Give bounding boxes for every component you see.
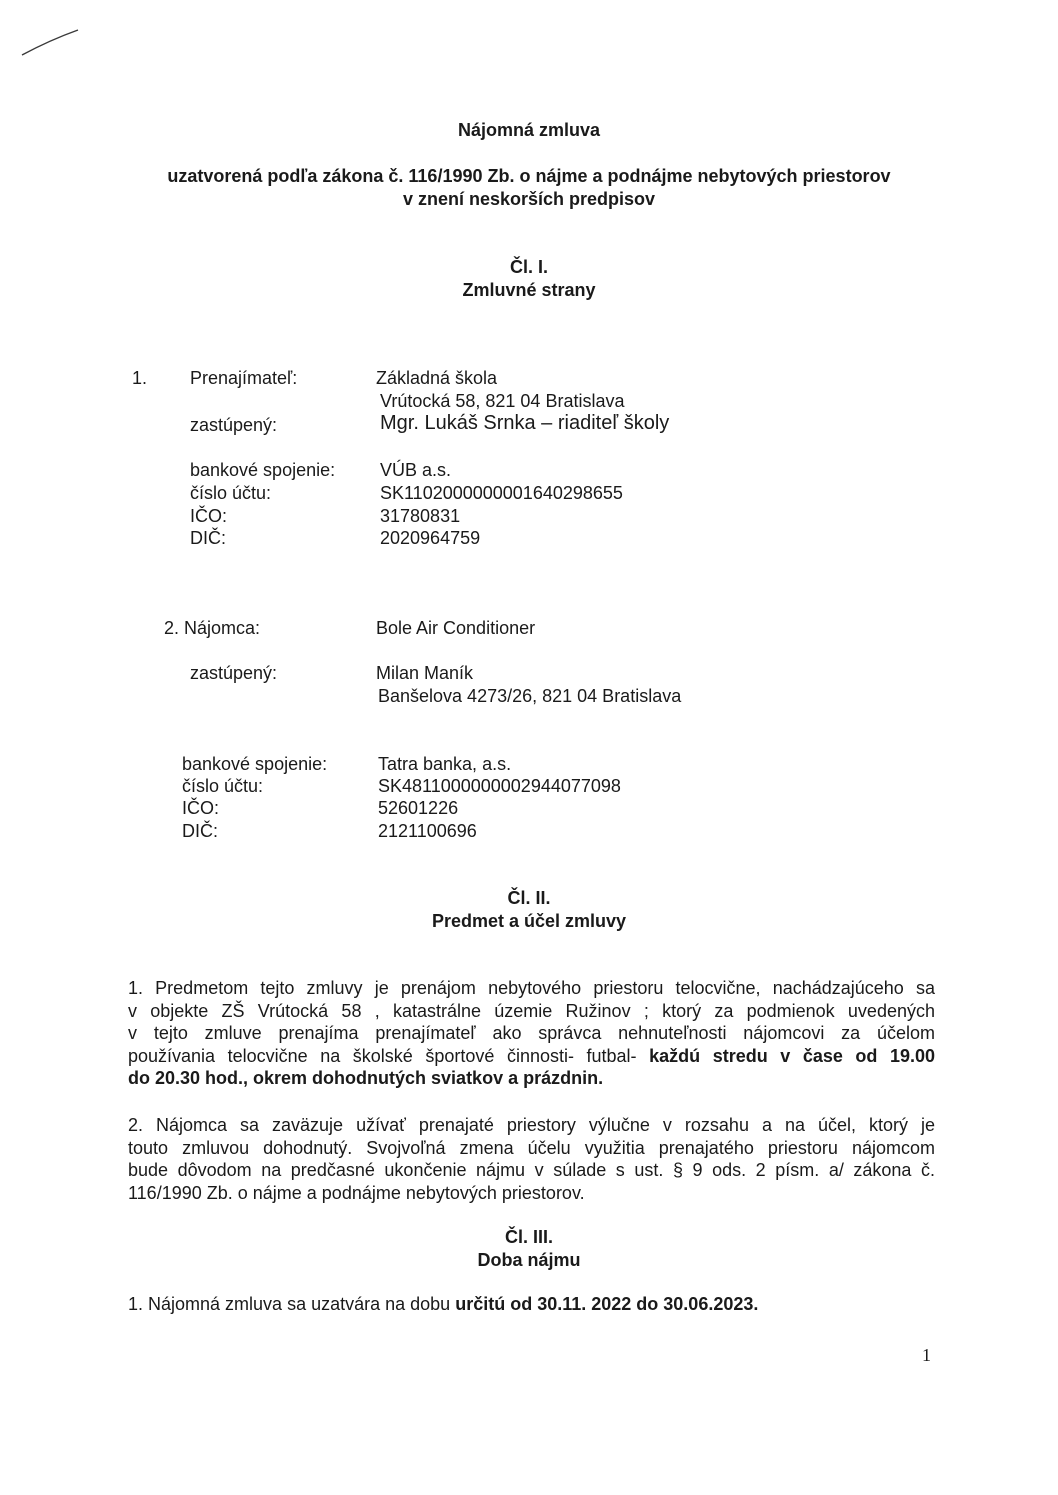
paragraph-bold: určitú od 30.11. 2022 do 30.06.2023.	[455, 1294, 759, 1314]
paragraph-line: 2. Nájomca sa zaväzuje užívať prenajaté priestory výlučne v rozsahu a na účel, ktorý je	[128, 1115, 935, 1135]
paragraph-line-bold: každú stredu v čase od 19.00	[649, 1045, 935, 1066]
article-2-paragraph-2	[128, 1114, 935, 1204]
party1-account-value: SK1102000000001640298655	[380, 483, 623, 503]
party2-bank-label: bankové spojenie:	[182, 754, 328, 774]
paragraph-line-bold: do 20.30 hod., okrem dohodnutých sviatkov a prázdnin.	[128, 1068, 604, 1088]
party2-bank-value: Tatra banka, a.s.	[378, 754, 512, 774]
document-subtitle-line1: uzatvorená podľa zákona č. 116/1990 Zb. o nájme a podnájme nebytových priestorov	[167, 166, 891, 186]
paragraph-line: 116/1990 Zb. o nájme a podnájme nebytových priestorov.	[128, 1182, 585, 1203]
page-number: 1	[922, 1345, 931, 1365]
article-2-heading: Predmet a účel zmluvy	[431, 911, 627, 931]
party2-account-label: číslo účtu:	[182, 776, 264, 796]
party2-rep-value: Milan Maník	[376, 663, 474, 683]
party2-rep-label: zastúpený:	[190, 663, 278, 683]
party1-bank-label: bankové spojenie:	[190, 460, 336, 480]
party2-ico-value: 52601226	[378, 798, 459, 818]
party2-name: Bole Air Conditioner	[376, 618, 536, 638]
article-3-number: Čl. III.	[504, 1227, 553, 1247]
party2-address: Banšelova 4273/26, 821 04 Bratislava	[378, 686, 682, 706]
party1-account-label: číslo účtu:	[190, 483, 272, 503]
article-2-number: Čl. II.	[507, 888, 551, 908]
article-3-heading: Doba nájmu	[477, 1250, 581, 1270]
paragraph-line: bude dôvodom na predčasné ukončenie nájmu v súlade s ust. § 9 ods. 2 písm. a/ zákona č.	[128, 1160, 935, 1180]
party1-dic-label: DIČ:	[190, 528, 226, 548]
article-1-heading: Zmluvné strany	[462, 280, 596, 300]
pen-stroke-mark	[0, 0, 90, 60]
party1-address: Vrútocká 58, 821 04 Bratislava	[380, 391, 625, 411]
party1-name: Základná škola	[376, 368, 498, 388]
party1-ico-value: 31780831	[380, 506, 461, 526]
paragraph-normal: 1. Nájomná zmluva sa uzatvára na dobu	[128, 1294, 451, 1314]
party2-ico-label: IČO:	[182, 798, 220, 818]
document-subtitle-line2: v znení neskorších predpisov	[402, 189, 656, 209]
party2-account-value: SK4811000000002944077098	[378, 776, 621, 796]
party2-index-role: 2. Nájomca:	[164, 618, 261, 638]
party1-role-label: Prenajímateľ:	[190, 368, 298, 388]
party2-dic-label: DIČ:	[182, 821, 218, 841]
paragraph-line: 1. Predmetom tejto zmluvy je prenájom nebytového priestoru telocvične, nachádzajúceho sa	[128, 978, 935, 998]
party2-dic-value: 2121100696	[378, 821, 477, 841]
article-3-paragraph-1	[128, 1294, 758, 1315]
paragraph-line: touto zmluvou dohodnutý. Svojvoľná zmena účelu využitia prenajatého priestoru nájomcom	[128, 1137, 935, 1158]
party1-rep-value: Mgr. Lukáš Srnka – riaditeľ školy	[380, 412, 670, 434]
document-title: Nájomná zmluva	[457, 120, 601, 140]
paragraph-line: v tejto zmluve prenajíma prenajímateľ ako správca nehnuteľnosti nájomcovi za účelom	[128, 1023, 935, 1043]
party1-ico-label: IČO:	[190, 506, 228, 526]
paragraph-line: v objekte ZŠ Vrútocká 58 , katastrálne územie Ružinov ; ktorý za podmienok uvedených	[128, 1000, 935, 1021]
paragraph-line-normal: používania telocvične na školské športové činnosti- futbal-	[128, 1045, 637, 1066]
article-1-number: Čl. I.	[509, 257, 548, 277]
party1-index: 1.	[132, 368, 148, 388]
article-2-paragraph-1	[128, 977, 935, 1090]
party1-bank-value: VÚB a.s.	[380, 460, 452, 480]
paragraph-line	[128, 1067, 935, 1090]
party1-dic-value: 2020964759	[380, 528, 481, 548]
paragraph-line	[128, 1045, 935, 1068]
party1-rep-label: zastúpený:	[190, 415, 278, 435]
